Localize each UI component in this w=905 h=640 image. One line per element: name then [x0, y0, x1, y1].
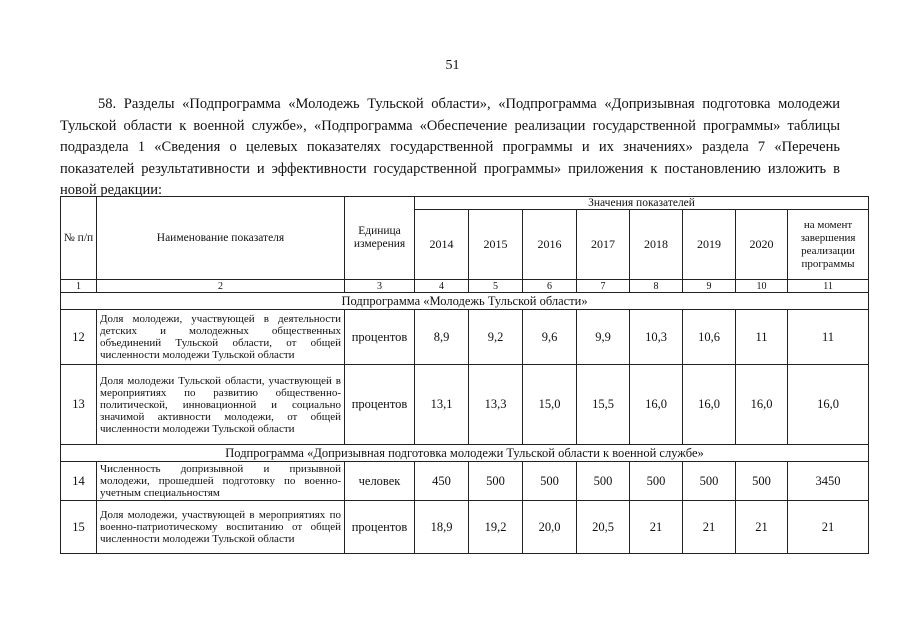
row-value: 15,5 — [577, 365, 630, 445]
header-year: 2017 — [577, 210, 630, 280]
row-value: 500 — [630, 462, 683, 501]
row-value: 500 — [577, 462, 630, 501]
row-value: 500 — [469, 462, 523, 501]
row-unit: процентов — [345, 501, 415, 554]
column-number: 3 — [345, 280, 415, 293]
row-value: 18,9 — [415, 501, 469, 554]
row-value: 20,5 — [577, 501, 630, 554]
row-value: 16,0 — [630, 365, 683, 445]
column-number: 8 — [630, 280, 683, 293]
header-row-group — [61, 197, 869, 210]
table-row — [61, 462, 869, 501]
row-name: Доля молодежи, участвующей в деятельности детских и молодежных общественных объединений Тульской области, от общей численности молодежи Тульской области — [97, 310, 345, 365]
row-value: 19,2 — [469, 501, 523, 554]
row-value: 500 — [736, 462, 788, 501]
table-row — [61, 365, 869, 445]
row-num: 15 — [61, 501, 97, 554]
row-value: 500 — [683, 462, 736, 501]
row-value: 11 — [788, 310, 869, 365]
row-value: 21 — [683, 501, 736, 554]
row-value: 8,9 — [415, 310, 469, 365]
section-title: Подпрограмма «Допризывная подготовка молодежи Тульской области к военной службе» — [61, 445, 869, 462]
section-row — [61, 293, 869, 310]
row-value: 21 — [788, 501, 869, 554]
header-year: 2020 — [736, 210, 788, 280]
row-value: 16,0 — [683, 365, 736, 445]
section-row — [61, 445, 869, 462]
table-row — [61, 310, 869, 365]
table-row — [61, 501, 869, 554]
row-name: Численность допризывной и призывной молодежи, прошедшей подготовку по военно-учетным специальностям — [97, 462, 345, 501]
indicators-table — [60, 196, 869, 554]
row-value: 9,6 — [523, 310, 577, 365]
row-value: 13,3 — [469, 365, 523, 445]
row-value: 10,3 — [630, 310, 683, 365]
row-unit: процентов — [345, 310, 415, 365]
row-value: 21 — [736, 501, 788, 554]
column-number: 5 — [469, 280, 523, 293]
column-numbers-row — [61, 280, 869, 293]
header-values-group: Значения показателей — [415, 197, 869, 210]
row-num: 14 — [61, 462, 97, 501]
row-value: 10,6 — [683, 310, 736, 365]
header-year: 2019 — [683, 210, 736, 280]
row-value: 500 — [523, 462, 577, 501]
header-year: 2016 — [523, 210, 577, 280]
intro-paragraph: 58. Разделы «Подпрограмма «Молодежь Тульской области», «Подпрограмма «Допризывная подготовка молодежи Тульской области к военной службе», «Подпрограмма «Обеспечение реализации государственной программы» таблицы подраздела 1 «Сведения о целевых показателях государственной программы и их значениях» раздела 7 «Перечень показателей результативности и эффективности государственной программы» приложения к постановлению изложить в новой редакции: — [60, 96, 840, 198]
section-title: Подпрограмма «Молодежь Тульской области» — [61, 293, 869, 310]
column-number: 6 — [523, 280, 577, 293]
row-value: 21 — [630, 501, 683, 554]
column-number: 2 — [97, 280, 345, 293]
column-number: 11 — [788, 280, 869, 293]
row-unit: человек — [345, 462, 415, 501]
column-number: 1 — [61, 280, 97, 293]
row-value: 11 — [736, 310, 788, 365]
row-value: 13,1 — [415, 365, 469, 445]
row-value: 9,9 — [577, 310, 630, 365]
row-num: 13 — [61, 365, 97, 445]
row-name: Доля молодежи, участвующей в мероприятиях по военно-патриотическому воспитанию от общей численности молодежи Тульской области — [97, 501, 345, 554]
row-value: 16,0 — [736, 365, 788, 445]
column-number: 7 — [577, 280, 630, 293]
row-value: 20,0 — [523, 501, 577, 554]
row-value: 3450 — [788, 462, 869, 501]
header-year: 2014 — [415, 210, 469, 280]
row-unit: процентов — [345, 365, 415, 445]
header-unit: Единица измерения — [345, 197, 415, 280]
column-number: 4 — [415, 280, 469, 293]
header-name: Наименование показателя — [97, 197, 345, 280]
header-year: 2018 — [630, 210, 683, 280]
header-year: 2015 — [469, 210, 523, 280]
header-num: № п/п — [61, 197, 97, 280]
header-final: на момент завершения реализации программы — [788, 210, 869, 280]
row-name: Доля молодежи Тульской области, участвующей в мероприятиях по развитию общественно-политической, инновационной и социально значимой активности молодежи, от общей численности молодежи Тульской области — [97, 365, 345, 445]
row-value: 16,0 — [788, 365, 869, 445]
row-num: 12 — [61, 310, 97, 365]
row-value: 450 — [415, 462, 469, 501]
column-number: 9 — [683, 280, 736, 293]
page-number: 51 — [445, 58, 460, 73]
row-value: 9,2 — [469, 310, 523, 365]
column-number: 10 — [736, 280, 788, 293]
row-value: 15,0 — [523, 365, 577, 445]
